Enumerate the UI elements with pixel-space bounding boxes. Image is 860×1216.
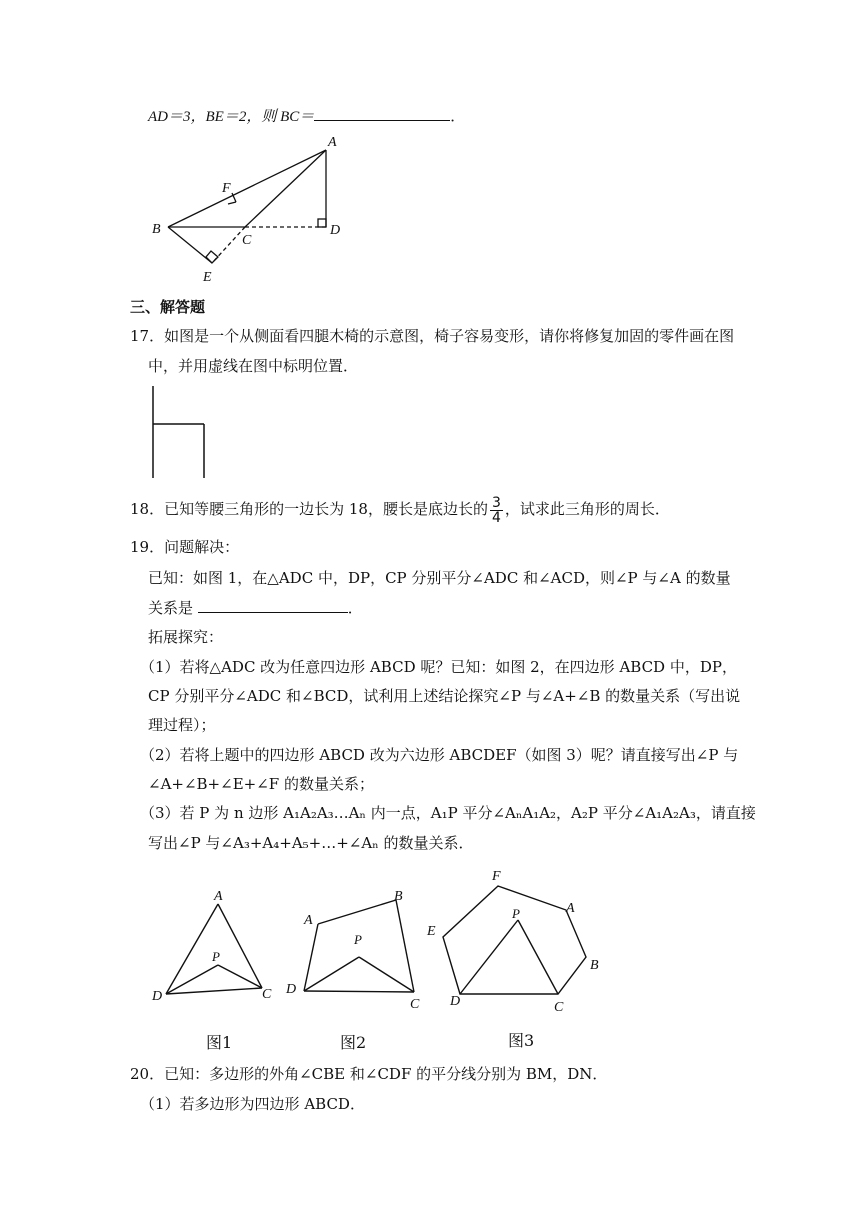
- fig1-label-D: D: [152, 989, 163, 1004]
- q17-number: 17．: [130, 327, 165, 345]
- fig1-caption: 图1: [206, 1033, 233, 1052]
- fig2-label-A: A: [304, 913, 313, 928]
- label-C: C: [242, 233, 252, 248]
- fig3-line-PC: [518, 920, 558, 994]
- label-D: D: [330, 223, 341, 238]
- q19-line4: （1）若将△ADC 改为任意四边形 ABCD 呢？已知：如图 2，在四边形 ABCD 中，DP，: [140, 658, 737, 676]
- q16-answer-line: [148, 104, 465, 128]
- fig3-label-D: D: [450, 994, 461, 1009]
- fig2-label-P: P: [354, 932, 362, 947]
- fig2-line-DC: [304, 991, 414, 992]
- q19-line3: 拓展探究：: [148, 628, 224, 646]
- line-BE: [168, 227, 212, 263]
- section-heading: 三、解答题: [130, 298, 206, 316]
- fig1-line-DC: [166, 988, 262, 994]
- figure-3: [443, 886, 586, 994]
- fig3-label-P: P: [512, 906, 520, 921]
- q17-text-line1: 如图是一个从侧面看四腿木椅的示意图，椅子容易变形，请你将修复加固的零件画在图: [164, 327, 735, 345]
- fig2-label-D: D: [286, 982, 297, 997]
- q19-line5: CP 分别平分∠ADC 和∠BCD，试利用上述结论探究∠P 与∠A+∠B 的数量关系（写出说: [148, 687, 741, 705]
- q16-answer-blank[interactable]: [314, 104, 450, 121]
- q19-answer-blank[interactable]: [198, 596, 348, 613]
- fig3-label-C: C: [554, 1000, 564, 1015]
- fig2-line-AD: [304, 924, 318, 991]
- q19-line2-text: 关系是: [148, 599, 194, 617]
- q17-line2: 中，并用虚线在图中标明位置．: [148, 357, 359, 375]
- fig1-line-AD: [166, 904, 218, 994]
- fig1-label-P: P: [212, 949, 220, 964]
- fig3-caption: 图3: [508, 1031, 535, 1050]
- fig1-line-AC: [218, 904, 262, 988]
- fig3-line-DP: [460, 920, 518, 994]
- q19-line6: 理过程）；: [148, 716, 216, 734]
- right-angle-F-b: [228, 202, 236, 204]
- q19-title: 问题解决：: [164, 538, 240, 556]
- fig2-line-DP: [304, 957, 359, 991]
- fig2-label-C: C: [410, 997, 420, 1012]
- q18-number: 18．: [130, 500, 165, 518]
- right-angle-E: [206, 251, 218, 263]
- q20-number: 20．: [130, 1065, 165, 1083]
- q19-number: 19．: [130, 538, 165, 556]
- fig2-line-BC: [396, 900, 414, 992]
- q20-line2: （1）若多边形为四边形 ABCD．: [140, 1095, 365, 1113]
- fig3-hexagon: [443, 886, 586, 994]
- q19-line9: （3）若 P 为 n 边形 A₁A₂A₃…Aₙ 内一点，A₁P 平分∠AₙA₁A₂，A₂P 平分∠A₁A₂A₃，请直接: [140, 804, 756, 822]
- q16-figure: [140, 130, 360, 290]
- q19-line2: [148, 596, 363, 619]
- label-F: F: [222, 181, 231, 196]
- line-BA: [168, 150, 326, 227]
- fig3-label-A: A: [566, 901, 575, 916]
- fig2-label-B: B: [394, 889, 403, 904]
- q19-line2-end: ．: [347, 599, 363, 617]
- q18-line: [130, 494, 670, 525]
- q18-frac-numerator: 3: [491, 494, 501, 511]
- q19-line1: 已知：如图 1，在△ADC 中，DP，CP 分别平分∠ADC 和∠ACD，则∠P 与∠A 的数量: [148, 569, 731, 587]
- q16-suffix: ．: [450, 107, 466, 125]
- line-AC: [245, 150, 326, 227]
- q18-text-a: 已知等腰三角形的一边长为 18，腰长是底边长的: [164, 500, 488, 518]
- q19-line7: （2）若将上题中的四边形 ABCD 改为六边形 ABCDEF（如图 3）呢？请直接写出∠P 与: [140, 746, 739, 764]
- q18-fraction: [490, 496, 503, 525]
- fig1-label-C: C: [262, 987, 272, 1002]
- fig1-label-A: A: [214, 889, 223, 904]
- fig2-caption: 图2: [340, 1033, 367, 1052]
- q19-line10: 写出∠P 与∠A₃+A₄+A₅+…+∠Aₙ 的数量关系．: [148, 834, 474, 852]
- label-B: B: [152, 222, 161, 237]
- fig2-line-AB: [318, 900, 396, 924]
- label-E: E: [203, 270, 212, 285]
- q20-line1: [130, 1063, 607, 1085]
- q20-text-line1: 已知：多边形的外角∠CBE 和∠CDF 的平分线分别为 BM，DN．: [164, 1065, 608, 1083]
- fig2-line-PC: [359, 957, 414, 992]
- fig3-label-E: E: [427, 924, 436, 939]
- q19-line8: ∠A+∠B+∠E+∠F 的数量关系；: [148, 775, 374, 793]
- fig3-label-F: F: [492, 869, 501, 884]
- q19-figures: [140, 862, 620, 1062]
- q19-title-line: [130, 536, 239, 558]
- q18-text-b: ，试求此三角形的周长．: [504, 500, 670, 518]
- chair-figure: [145, 384, 215, 480]
- q17-line1: [130, 325, 734, 347]
- fig3-label-B: B: [590, 958, 599, 973]
- q16-prefix: AD＝3，BE＝2，则 BC＝: [148, 109, 315, 125]
- label-A: A: [328, 135, 337, 150]
- right-angle-D: [318, 219, 326, 227]
- q18-frac-denominator: 4: [491, 509, 501, 526]
